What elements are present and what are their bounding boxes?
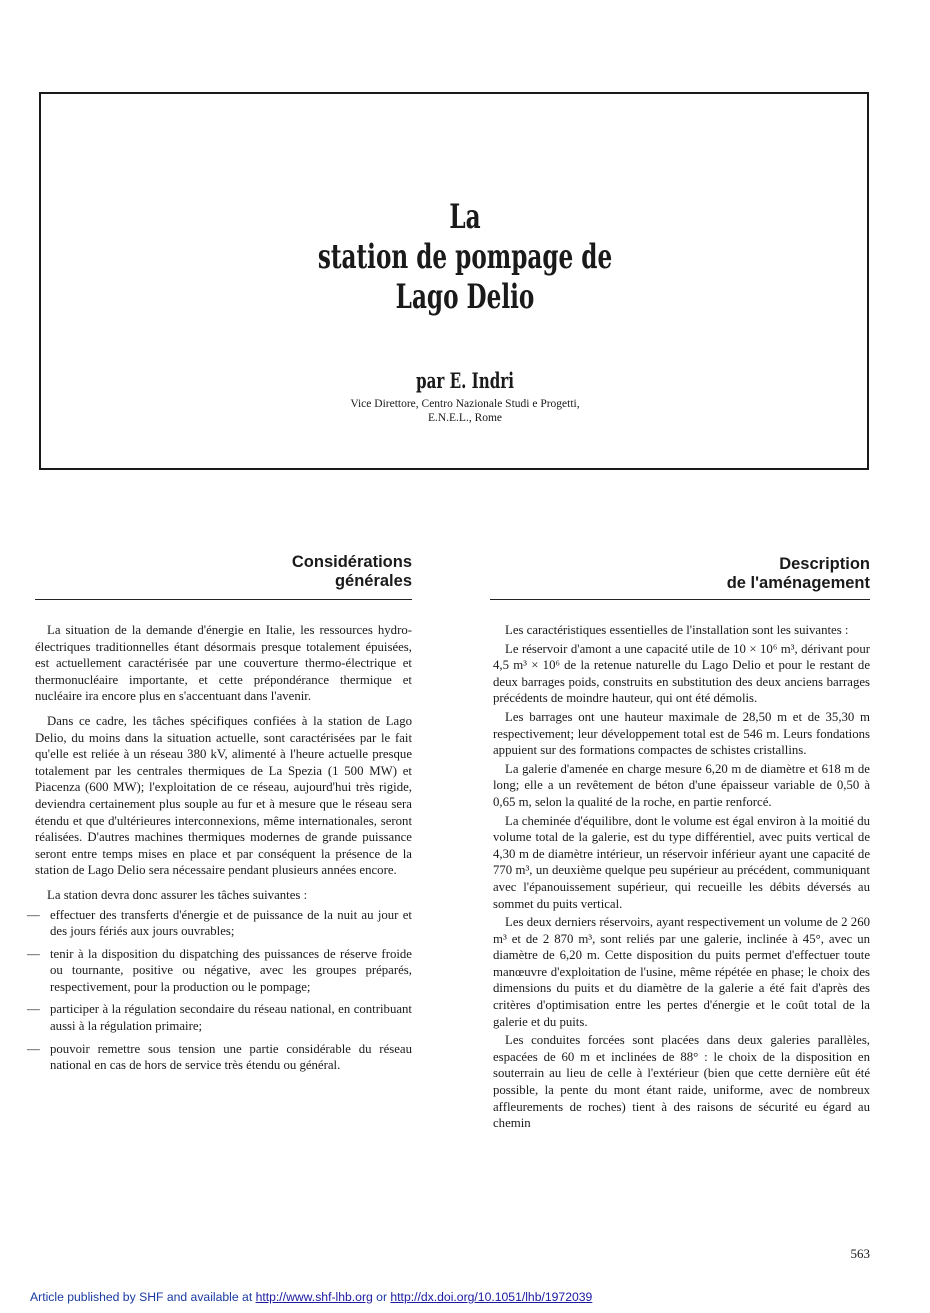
heading-line: de l'aménagement: [726, 574, 870, 592]
paragraph: La station devra donc assurer les tâches suivantes :: [47, 887, 308, 902]
task-list: [27, 907, 412, 1074]
page-number: 563: [850, 1246, 870, 1261]
footer-link-shf[interactable]: http://www.shf-lhb.org: [255, 1290, 373, 1304]
paragraph: Les caractéristiques essentielles de l'installation sont les suivantes :: [505, 623, 849, 637]
paragraph: Le réservoir d'amont a une capacité utile de 10 × 10⁶ m³, dérivant pour 4,5 m³ × 10⁶ de la retenue naturelle du Lago Delio et pour le restant de deux barrages poids, construits en substitution des deux anciens barrages précédents de moindre hauteur, qui ont été démolis.: [493, 641, 870, 706]
footer-middle: or: [372, 1290, 391, 1304]
paragraph: Les conduites forcées sont placées dans deux galeries parallèles, espacées de 60 m et inclinées de 88° : le choix de la disposition en souterrain au lieu de celle à l'extérieur (bien que cette dernière eût été possible, la pente du mont étant raide, uniforme, avec de nombreux affleurements de roches) tient à des raisons de sécurité eu égard au chemin: [493, 1033, 870, 1131]
heading-line: générales: [334, 572, 412, 590]
title-line-1: La: [449, 197, 481, 237]
list-item: — tenir à la disposition du dispatching des puissances de réserve froide ou tournante, positive ou négative, avec les groupes préparés, respectivement, pour la production ou le pompage;: [27, 946, 412, 994]
paragraph: La situation de la demande d'énergie en Italie, les ressources hydro-électriques traditionnelles étant désormais presque totalement épuisées, est actuellement caractérisée par une couverture thermo-électrique et thermonucléaire importante, et cette prépondérance thermique et nucléaire ira encore plus en s'accentuant dans l'avenir.: [35, 623, 412, 704]
author-affiliation-1: Vice Direttore, Centro Nazionale Studi e Progetti,: [350, 398, 580, 410]
left-column-text: [27, 622, 412, 1080]
section-heading-description: [600, 555, 870, 593]
list-item: — pouvoir remettre sous tension une partie considérable du réseau national en cas de hors de service très étendu ou général.: [27, 1041, 412, 1073]
list-item: — effectuer des transferts d'énergie et de puissance de la nuit au jour et des jours fériés aux jours ouvrables;: [27, 907, 412, 939]
author-byline: par E. Indri: [415, 368, 515, 393]
list-item: — participer à la régulation secondaire du réseau national, en contribuant aussi à la régulation primaire;: [27, 1002, 412, 1034]
paragraph: Les barrages ont une hauteur maximale de 28,50 m et de 35,30 m respectivement; leur développement total est de 546 m. Leurs fondations appuient sur des formations compactes de schistes cristallins.: [493, 709, 870, 758]
paragraph: Les deux derniers réservoirs, ayant respectivement un volume de 2 260 m³ et de 2 870 m³, sont reliés par une galerie, inclinée à 45°, avec un diamètre de 6,20 m. Cette disposition du puits permet d'effectuer toute manœuvre d'exploitation de l'usine, même répétée en phase; le choix des dimensions du puits et du diamètre de la galerie a été fait d'après des critères d'optimisation entre les pertes d'énergie et le coût total de la galerie et du puits.: [493, 915, 870, 1029]
heading-line: Description: [779, 555, 870, 573]
title-line-2: station de pompage de: [317, 237, 613, 277]
paragraph: La galerie d'amenée en charge mesure 6,20 m de diamètre et 618 m de long; elle a un revêtement de béton d'une épaisseur variable de 0,50 à 0,65 m, selon la qualité de la roche, en partie renforcé.: [493, 761, 870, 809]
title-line-3: Lago Delio: [395, 277, 535, 317]
heading-rule-left: [35, 599, 412, 600]
paragraph: La cheminée d'équilibre, dont le volume est égal environ à la moitié du volume total de la galerie, est du type différentiel, avec puits vertical de 4,30 m de diamètre intérieur, un réservoir inférieur ayant une capacité de 770 m³, un deuxième quelque peu supérieur au précédent, communiquant avec l'épanouissement supérieur, qui recueille les débits déversés au sommet du puits vertical.: [493, 813, 870, 911]
author-affiliation-2: E.N.E.L., Rome: [427, 412, 503, 424]
footer-prefix: Article published by SHF and available at: [30, 1290, 256, 1304]
footer-citation: [30, 1290, 592, 1304]
footer-link-doi[interactable]: http://dx.doi.org/10.1051/lhb/1972039: [390, 1290, 593, 1304]
section-heading-considerations: [150, 553, 412, 591]
heading-line: Considérations: [291, 553, 412, 571]
paragraph: Dans ce cadre, les tâches spécifiques confiées à la station de Lago Delio, du moins dans la situation actuelle, sont caractérisées par le fait qu'elle est reliée à un réseau 380 kV, alimenté à l'heure actuelle presque totalement par les centrales thermiques de La Spezia (1 500 MW) et Piacenza (600 MW); l'exploitation de ce réseau, aujourd'hui très rigide, deviendra certainement plus souple au fur et à mesure que le réseau sera étendu et que d'ultérieures interconnexions, même internationales, seront réalisées. D'autres machines thermiques modernes de grande puissance seront entre temps mises en place et par conséquent la présence de la station de Lago Delio sera nécessaire pendant plusieurs années encore.: [35, 713, 412, 878]
heading-rule-right: [490, 599, 870, 600]
right-column-text: [493, 622, 870, 1134]
